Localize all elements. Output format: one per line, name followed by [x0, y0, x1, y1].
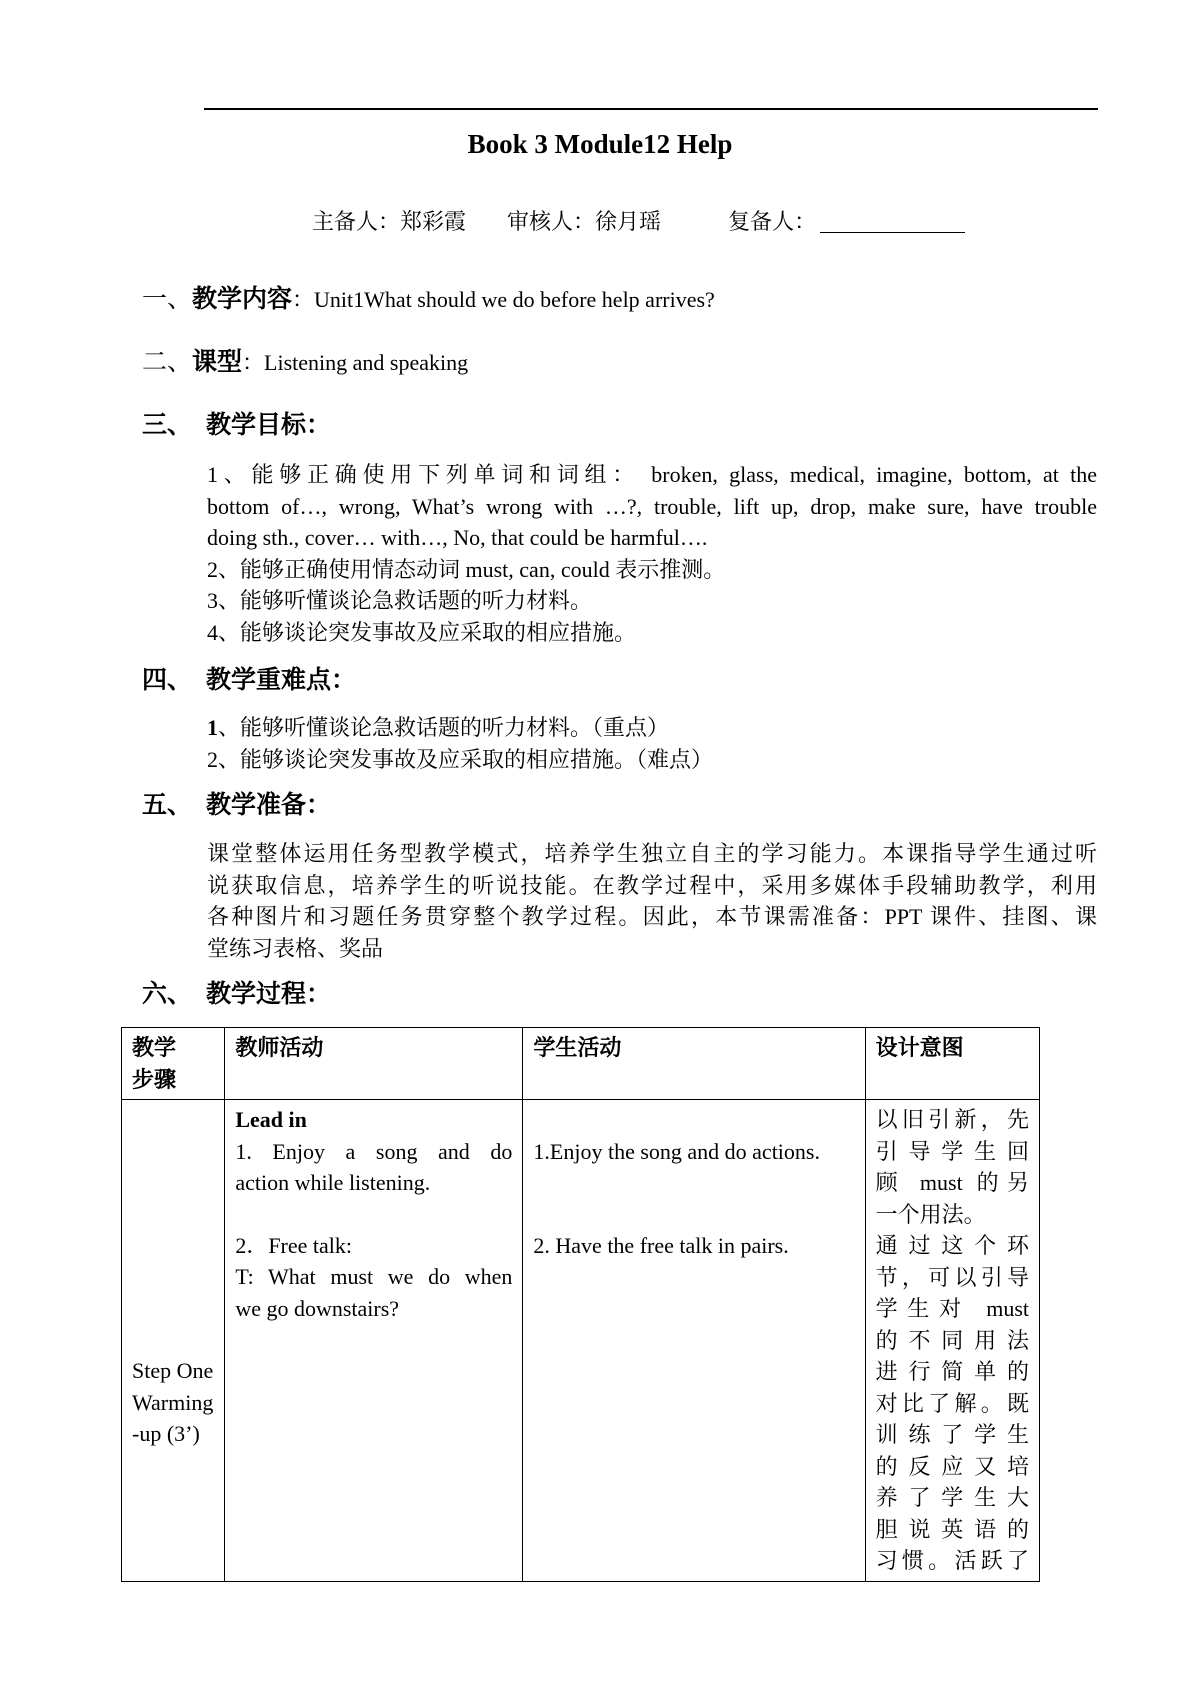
- section-number: 五、: [142, 792, 193, 819]
- section-heading: 教学重难点：: [206, 667, 357, 694]
- backup-preparer-blank: [820, 208, 965, 233]
- key-points-list: [207, 712, 1097, 775]
- key-point-number: 2: [207, 746, 218, 772]
- intent-line: 顾 must 的另: [875, 1170, 1029, 1195]
- intent-line: 通过这个环: [875, 1233, 1029, 1258]
- step-line: Warming: [132, 1389, 214, 1415]
- cell-intent: [865, 1100, 1039, 1582]
- objective-line: 1、能够正确使用下列单词和词组： broken, glass, medical, imagine, bottom, at the: [207, 462, 1097, 487]
- teacher-question-line1: T: What must we do when: [235, 1264, 513, 1289]
- preparation-line: 说获取信息，培养学生的听说技能。在教学过程中，采用多媒体手段辅助教学，利用: [207, 872, 1097, 898]
- section-heading: 教学内容: [192, 286, 293, 313]
- section-key-points-heading: [142, 663, 356, 699]
- header-step-line2: 步骤: [132, 1066, 177, 1092]
- table-header-row: [122, 1028, 1040, 1100]
- section-colon: ：: [292, 287, 315, 312]
- intent-line: 学生对 must: [875, 1296, 1029, 1321]
- section-number: 三、: [142, 412, 193, 439]
- teacher-item1-line2: action while listening.: [235, 1170, 431, 1195]
- key-point-line: [207, 712, 1097, 744]
- objective-line: 4、能够谈论突发事故及应采取的相应措施。: [207, 619, 637, 645]
- reviewer-label: 审核人：: [507, 209, 596, 234]
- teacher-question-line2: we go downstairs?: [235, 1295, 400, 1321]
- intent-line: 对比了解。既: [875, 1390, 1029, 1416]
- key-point-line: [207, 744, 1097, 776]
- section-number: 六、: [142, 981, 193, 1008]
- intent-line: 节，可以引导: [875, 1264, 1029, 1290]
- section-colon: ：: [242, 350, 265, 375]
- teacher-item2: 2．Free talk:: [235, 1232, 353, 1258]
- header-intent: 设计意图: [865, 1028, 1039, 1100]
- top-rule: [204, 108, 1098, 110]
- section-teaching-content: [142, 282, 715, 318]
- student-item1: 1.Enjoy the song and do actions.: [533, 1138, 820, 1164]
- teacher-lead-in: Lead in: [235, 1107, 307, 1132]
- intent-line: 训练了学生: [875, 1422, 1029, 1447]
- header-step: [122, 1028, 225, 1100]
- cell-teacher: [225, 1100, 523, 1582]
- section-text: Listening and speaking: [264, 350, 469, 375]
- section-number: 四、: [142, 667, 193, 694]
- step-line: -up (3’): [132, 1421, 200, 1446]
- preparation-line: 各种图片和习题任务贯穿整个教学过程。因此，本节课需准备：PPT 课件、挂图、课: [207, 904, 1097, 929]
- cell-step: [122, 1100, 225, 1582]
- main-preparer-label: 主备人：: [312, 209, 401, 234]
- section-objectives-heading: [142, 408, 331, 444]
- cell-student: [523, 1100, 865, 1582]
- section-heading: 教学目标：: [206, 412, 332, 439]
- teaching-process-table: [121, 1027, 1040, 1582]
- intent-line: 以旧引新，先: [875, 1107, 1029, 1132]
- preparation-paragraph: [207, 838, 1097, 964]
- student-item2: 2. Have the free talk in pairs.: [533, 1233, 789, 1258]
- teacher-item1-line1: 1. Enjoy a song and do: [235, 1138, 513, 1164]
- intent-line: 一个用法。: [875, 1201, 986, 1227]
- section-heading: 课型: [192, 349, 243, 376]
- authors-line: [312, 204, 965, 240]
- document-title: Book 3 Module12 Help: [467, 129, 733, 159]
- step-line: Step One: [132, 1358, 214, 1383]
- section-number: 二、: [142, 349, 193, 376]
- intent-line: 胆说英语的: [875, 1516, 1029, 1542]
- section-heading: 教学准备：: [206, 792, 332, 819]
- objective-line: bottom of…, wrong, What’s wrong with …?, trouble, lift up, drop, make sure, have trouble: [207, 493, 1097, 519]
- objective-line: 2、能够正确使用情态动词 must, can, could 表示推测。: [207, 556, 726, 582]
- main-preparer-name: 郑彩霞: [400, 209, 467, 234]
- header-step-line1: 教学: [132, 1035, 177, 1060]
- key-point-number: 1: [207, 715, 218, 740]
- reviewer-name: 徐月瑶: [595, 209, 662, 234]
- key-point-text: 、能够听懂谈论急救话题的听力材料。（重点）: [218, 715, 670, 740]
- intent-line: 养了学生大: [875, 1485, 1029, 1510]
- header-student: 学生活动: [523, 1028, 865, 1100]
- backup-preparer-label: 复备人：: [728, 209, 817, 234]
- section-lesson-type: [142, 345, 468, 381]
- intent-line: 的不同用法: [875, 1327, 1029, 1353]
- objective-line: 3、能够听懂谈论急救话题的听力材料。: [207, 588, 593, 613]
- intent-line: 习惯。活跃了: [875, 1548, 1029, 1573]
- section-text: Unit1What should we do before help arrives?: [314, 287, 715, 312]
- preparation-line: 堂练习表格、奖品: [207, 935, 384, 961]
- table-row: [122, 1100, 1040, 1582]
- intent-line: 进行简单的: [875, 1359, 1029, 1384]
- objectives-list: [207, 459, 1097, 648]
- intent-line: 引导学生回: [875, 1138, 1029, 1164]
- header-teacher: 教师活动: [225, 1028, 523, 1100]
- intent-line: 的反应又培: [875, 1453, 1029, 1479]
- section-process-heading: [142, 977, 331, 1013]
- objective-line: doing sth., cover… with…, No, that could be harmful….: [207, 525, 708, 550]
- preparation-line: 课堂整体运用任务型教学模式，培养学生独立自主的学习能力。本课指导学生通过听: [207, 841, 1097, 866]
- section-heading: 教学过程：: [206, 981, 332, 1008]
- section-preparation-heading: [142, 788, 331, 824]
- section-number: 一、: [142, 286, 193, 313]
- key-point-text: 、能够谈论突发事故及应采取的相应措施。（难点）: [218, 746, 714, 772]
